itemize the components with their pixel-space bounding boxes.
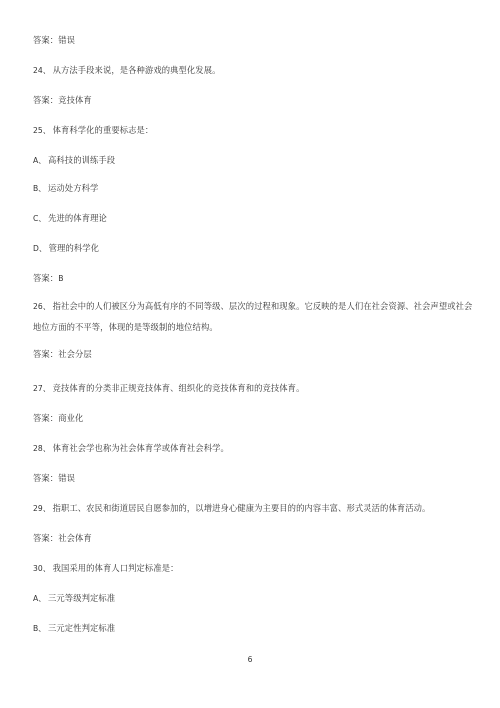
answer-text: 答案：社会分层 — [33, 349, 92, 359]
question-text: 我国采用的体育人口判定标准是： — [52, 563, 179, 573]
answer-27 — [33, 412, 473, 424]
answer-text: 答案：错误 — [33, 35, 75, 45]
option-a — [33, 154, 473, 167]
question-number: 30、 — [33, 564, 51, 573]
answer-text: 答案：商业化 — [33, 413, 84, 423]
option-text: 三元等级判定标准 — [48, 593, 116, 603]
option-c — [33, 212, 473, 225]
option-d — [33, 242, 473, 255]
answer-28 — [33, 472, 473, 484]
question-number: 26、 — [33, 302, 51, 311]
option-letter: D、 — [33, 244, 47, 253]
question-text: 体育科学化的重要标志是： — [52, 125, 154, 135]
option-letter: B、 — [33, 624, 47, 633]
question-number: 25、 — [33, 126, 51, 135]
question-number: 24、 — [33, 66, 51, 75]
option-letter: C、 — [33, 214, 47, 223]
option-letter: A、 — [33, 594, 46, 603]
option-text: 管理的科学化 — [48, 243, 100, 253]
answer-text: 答案：错误 — [33, 473, 75, 483]
question-text: 指社会中的人们被区分为高低有序的不同等级、层次的过程和现象。它反映的是人们在社会资源、社会声望或社会地位方面的不平等，体现的是等级制的地位结构。 — [33, 301, 473, 332]
answer-29 — [33, 532, 473, 544]
answer-letter: B — [58, 274, 64, 283]
option-text: 先进的体育理论 — [48, 213, 107, 223]
question-29 — [33, 502, 473, 515]
question-number: 27、 — [33, 384, 51, 393]
question-text: 体育社会学也称为社会体育学或体育社会科学。 — [52, 443, 229, 453]
answer-text: 答案：社会体育 — [33, 533, 92, 543]
answer-24 — [33, 94, 473, 106]
answer-text: 答案： — [33, 273, 59, 283]
option-letter: B、 — [33, 184, 47, 193]
question-text: 竞技体育的分类非正规竞技体育、组织化的竞技体育和的竞技体育。 — [52, 383, 305, 393]
option-letter: A、 — [33, 156, 46, 165]
question-27 — [33, 382, 473, 395]
question-number: 28、 — [33, 444, 51, 453]
question-text: 从方法手段来说，是各种游戏的典型化发展。 — [52, 65, 221, 75]
question-text: 指职工、农民和街道居民自愿参加的，以增进身心健康为主要目的的内容丰富、形式灵活的体育活动。 — [52, 503, 431, 513]
question-25 — [33, 124, 473, 137]
question-26 — [33, 296, 473, 337]
page-number: 6 — [247, 655, 253, 664]
question-30 — [33, 562, 473, 575]
question-number: 29、 — [33, 504, 51, 513]
answer-text: 答案：竞技体育 — [33, 95, 92, 105]
option-b — [33, 182, 473, 195]
answer-26 — [33, 348, 473, 360]
answer-23 — [33, 34, 473, 46]
question-28 — [33, 442, 473, 455]
option-a — [33, 592, 473, 605]
question-24 — [33, 64, 473, 77]
answer-25 — [33, 272, 473, 285]
option-b — [33, 622, 473, 635]
option-text: 高科技的训练手段 — [48, 155, 116, 165]
option-text: 三元定性判定标准 — [48, 623, 116, 633]
option-text: 运动处方科学 — [48, 183, 99, 193]
